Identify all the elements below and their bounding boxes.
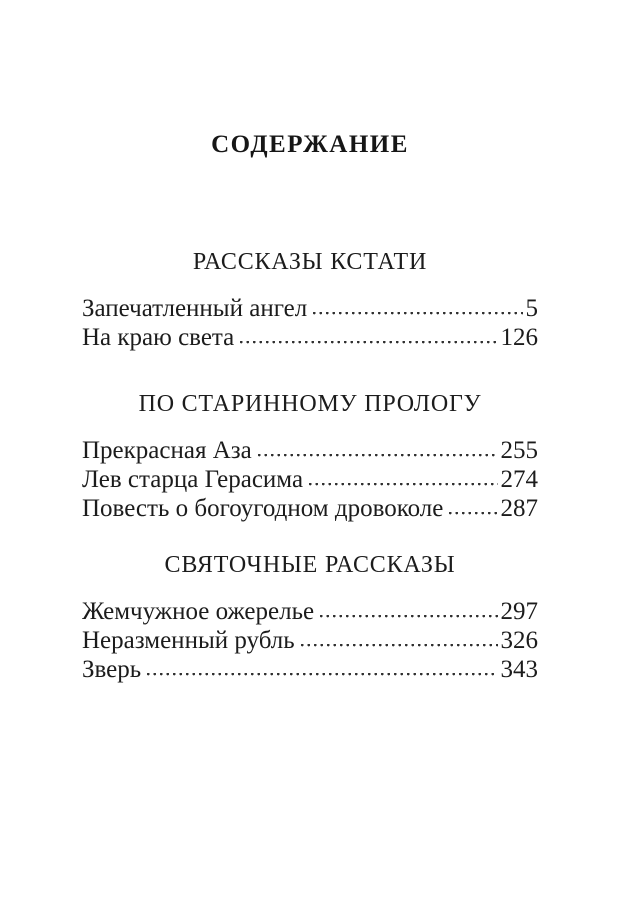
dot-leader (299, 644, 498, 648)
entry-title: Зверь (82, 656, 142, 683)
section-heading: РАССКАЗЫ КСТАТИ (192, 249, 428, 275)
entry-title: Неразменный рубль (82, 627, 295, 654)
section-heading: ПО СТАРИННОМУ ПРОЛОГУ (138, 391, 482, 417)
entry-page-number: 326 (500, 627, 538, 654)
entry-page-number: 297 (500, 598, 538, 625)
entry-list (82, 436, 538, 523)
entry-title: Повесть о богоугодном дровоколе (82, 495, 444, 522)
toc-section-rasskazy-kstati (82, 248, 538, 352)
section-heading: СВЯТОЧНЫЕ РАССКАЗЫ (164, 552, 456, 578)
toc-entry (82, 294, 538, 323)
dot-leader (145, 673, 497, 677)
dot-leader (256, 454, 498, 458)
toc-content (82, 130, 538, 684)
entry-page-number: 287 (500, 495, 538, 522)
entry-list (82, 597, 538, 684)
toc-entry (82, 436, 538, 465)
dot-leader (447, 512, 497, 516)
entry-title: Лев старца Герасима (82, 466, 304, 493)
toc-section-svyatochnye-rasskazy (82, 551, 538, 684)
dot-leader (238, 341, 497, 345)
toc-section-po-starinnomu-prologu (82, 390, 538, 523)
entry-page-number: 343 (500, 656, 538, 683)
dot-leader (318, 615, 497, 619)
entry-page-number: 126 (500, 324, 538, 351)
toc-entry (82, 597, 538, 626)
toc-entry (82, 494, 538, 523)
toc-entry (82, 655, 538, 684)
page-title: СОДЕРЖАНИЕ (211, 131, 409, 158)
entry-page-number: 5 (525, 295, 538, 322)
dot-leader (307, 483, 497, 487)
entry-page-number: 255 (500, 437, 538, 464)
entry-page-number: 274 (500, 466, 538, 493)
entry-list (82, 294, 538, 352)
entry-title: Запечатленный ангел (82, 295, 308, 322)
dot-leader (311, 312, 522, 316)
entry-title: Жемчужное ожерелье (82, 598, 315, 625)
toc-entry (82, 465, 538, 494)
entry-title: На краю света (82, 324, 235, 351)
entry-title: Прекрасная Аза (82, 437, 252, 464)
toc-entry (82, 626, 538, 655)
toc-entry (82, 323, 538, 352)
